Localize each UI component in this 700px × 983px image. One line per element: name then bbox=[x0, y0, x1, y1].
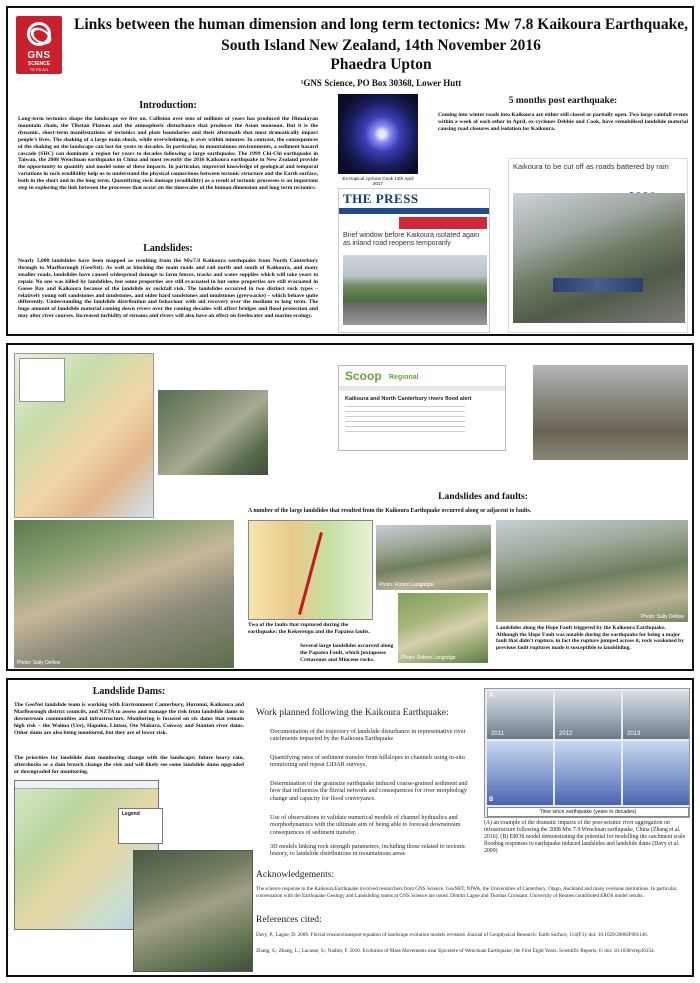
poster-author: Phaedra Upton bbox=[330, 56, 432, 73]
coastal-landslide-photo bbox=[14, 520, 234, 668]
introduction-heading: Introduction: bbox=[139, 100, 197, 111]
fault-trace-line bbox=[298, 532, 323, 615]
kaikoura-coast-road-photo bbox=[513, 193, 685, 323]
landslides-text: Nearly 5,000 landslides have been mapped as resulting from the Mw7.8 Kaikoura earthquake from North Canterbury through to Marlborough (GeoNet). As well as blocking the main roads and rail north and south of Kaikoura, and many smaller roads, landslides have caused widespread damage to farm fences, tracks and water supplies which will take years to repair. No one was killed by landslides, but some properties are still evacuated in but some properties are still evacuated in Goose Bay and Kaikoura because of the landslide or rockfall risk. The landslides occurred in two distinct rock types – relatively young soft sandstones and mudstones, and older hard sandstones and mudstones (greywacke) – which behave quite differently. Understanding the landslide distribution and behaviour with aid recovery over the medium to long term. The huge amount of landslide material coming down rivers over the coming decades will affect bridges and flood protection and may alter river courses. Increased turbidity of streams and rivers will also have an effect on freshwater and marine ecology. bbox=[18, 258, 318, 320]
eros-model-3 bbox=[623, 741, 689, 805]
logo-brand: GNS bbox=[27, 50, 51, 61]
press-road-photo bbox=[343, 255, 487, 325]
work-item-4: Use of observations to validate numerical models of channel hydraulics and morphodynamics with the ultimate aim of being able to forecast downstream consequences of sediment transfer. bbox=[270, 814, 461, 836]
photo-credit-langridge-2: Photo: Robert Langridge bbox=[401, 655, 456, 661]
stranded-rail-wagons bbox=[553, 278, 643, 292]
scoop-article bbox=[338, 365, 506, 451]
work-item-5: 3D models linking rock strength parameters, including those related to tectonic history, to landslide distributions in mountainous areas bbox=[270, 843, 466, 858]
press-article bbox=[338, 188, 490, 333]
poster-title: Links between the human dimension and long term tectonics: Mw 7.8 Kaikoura Earthquake, South Island New Zealand, 14th November 2016 bbox=[73, 16, 688, 54]
press-nav-bar bbox=[339, 208, 489, 214]
landslide-dam-aerial-photo bbox=[133, 850, 253, 972]
caption-faults: Two of the faults that ruptured during the earthquake; the Kekerengu and the Papatea faults. bbox=[248, 622, 370, 635]
eros-model-1 bbox=[487, 741, 553, 805]
poster-affiliation: ¹GNS Science, PO Box 30368, Lower Hutt bbox=[300, 78, 462, 88]
year-2013: 2013 bbox=[627, 731, 641, 737]
wenchuan-caption: (A) an example of the dramatic impacts of the post-seismic river aggregation on infrastructure following the 2008 Mw 7.9 Wenchuan earthquake, China (Zhang et al. 2016). (B) EROS model demonstrating the potential for modelling the catchment scale flooding responses to earthquake induced landslides and landslide dams (Davy et al. 2009) bbox=[484, 820, 686, 854]
press-masthead: THE PRESS bbox=[343, 191, 419, 206]
gns-logo-icon bbox=[27, 22, 51, 46]
dam-legend bbox=[118, 808, 163, 844]
introduction-text: Long-term tectonics shape the landscape we live on. Collision over tens of millions of years has produced the Himalayan mountain chain, the Tibetan Plateau and the atmospheric disturbance that produces the Asian monsoon. But it is the dynamic, short-term manifestations of tectonics and plate boundaries and their aftermath that most dramatically impact people's lives. The shaking of a large main shock, while overwhelming, is over within minutes. In contrast, the consequences of the shaking on the landscape can last for years to decades. In particular, in mountainous environments, a sediment hazard cascade (SHC) can dominate a region for years to decades following a large earthquake. The 1999 Chi-Chi earthquake in Taiwan, the 2008 Wenchuan earthquake in China and most recently the 2016 Kaikoura earthquake in New Zealand provide the opportunity to quantify and model some of these impacts. In particular, improved knowledge of geological and temporal variations in rock erodibility help us to understand the physical connections between tectonic structure and the Earth surface, both in the short and in the long term. Quantifying rock damage (erodibility) as a result of tectonic processes is an important step in exploring the link between the processes that occur on the timescales of the human dimension and long term tectonics. bbox=[18, 116, 318, 192]
panel-a-label: A bbox=[489, 693, 494, 699]
papatea-landslide-photo-1 bbox=[376, 525, 491, 590]
papatea-landslide-photo-2 bbox=[398, 593, 488, 663]
landslide-dams-heading: Landslide Dams: bbox=[92, 686, 166, 697]
landslides-faults-subheading: A number of the large landslides that resulted from the Kaikoura Earthquake occurred along or adjacent to faults. bbox=[248, 508, 532, 514]
work-item-1: Documentation of the trajectory of landslide disturbance in representative river catchments impacted by the Kaikoura Earthquake bbox=[270, 728, 466, 743]
reference-2: Zhang, S.; Zhang, L.; Lacasse, S.; Nadim, F. 2016. Evolution of Mass Movements near Epicentre of Wenchuan Earthquake, the First Eight Years. Scientific Reports, 6: doi: 10.1038/srep36154. bbox=[256, 948, 655, 954]
work-planned-heading: Work planned following the Kaikoura Earthquake: bbox=[256, 708, 449, 718]
gns-logo bbox=[16, 16, 62, 74]
cyclone-caption: Ex-tropical cyclone Cook 13th April 2017 bbox=[342, 176, 414, 186]
dam-legend-title: Legend bbox=[122, 811, 140, 817]
cyclone-satellite-image bbox=[338, 94, 418, 174]
panel-middle bbox=[6, 343, 694, 671]
acknowledgements-heading: Acknowledgements: bbox=[256, 870, 335, 880]
landslides-heading: Landslides: bbox=[143, 243, 193, 254]
landslide-distribution-map bbox=[14, 353, 154, 518]
acknowledgements-text: The science response to the Kaikoura Earthquake involved researchers from GNS Science, GeoNET, NIWA, the Universities of Canterbury, Otago, Auckland and many overseas institutions. In particular, conversation with the Earthquake Geology and Landsliding teams at GNS Science are noted. Dimitri Lague and Thomas Croissant, University of Rennes contributed EROS model results. bbox=[256, 886, 678, 899]
wenchuan-photo-2012 bbox=[555, 691, 621, 739]
press-headline: Brief window before Kaikoura isolated again as inland road reopens temporarily bbox=[343, 232, 480, 247]
kaikoura-article-headline: Kaikoura to be cut off as roads battered by rain bbox=[513, 162, 669, 171]
year-2011: 2011 bbox=[491, 731, 504, 737]
panel-b-label: B bbox=[489, 797, 494, 803]
logo-brand2: SCIENCE bbox=[27, 61, 51, 67]
references-heading: References cited: bbox=[256, 915, 322, 925]
five-months-heading: 5 months post earthquake: bbox=[508, 96, 618, 106]
wenchuan-photo-2011 bbox=[487, 691, 553, 739]
work-item-2: Quantifying rates of sediment transfer from hillslopes to channels using in-situ monitoring and repeat LiDAR surveys. bbox=[270, 754, 465, 769]
kaikoura-article bbox=[508, 158, 688, 333]
panel-top bbox=[6, 6, 694, 336]
fault-rupture-map bbox=[248, 520, 373, 620]
hope-fault-landslide-photo bbox=[496, 520, 688, 622]
time-axis-label: Time since earthquake (years to decades) bbox=[487, 807, 689, 817]
photo-credit-dellow-1: Photo: Sally Dellow bbox=[17, 660, 61, 666]
panel-bottom bbox=[6, 678, 694, 977]
map-legend bbox=[19, 358, 65, 402]
scoop-headline: Kaikoura and North Canterbury rivers flood alert bbox=[345, 396, 472, 402]
press-banner bbox=[399, 217, 487, 229]
photo-credit-langridge-1: Photo: Robert Langridge bbox=[379, 582, 434, 588]
landslide-dams-text-2: The priorities for landslide dam monitoring change with the landscape; future heavy rain, aftershocks or a dam breach change the risk and will likely see some landslide dams upgraded or downgraded for monitoring. bbox=[14, 755, 244, 775]
landslides-faults-heading: Landslides and faults: bbox=[438, 492, 528, 502]
caption-papatea: Several large landslides occurred along the Papatea Fault, which juxtaposes Cretaceous and Miocene rocks. bbox=[300, 643, 394, 663]
map-toolbar bbox=[15, 781, 158, 789]
eros-model-2 bbox=[555, 741, 621, 805]
caption-hope-fault: Landslides along the Hope Fault triggered by the Kaikoura Earthquake. Although the Hope Fault was notable during the earthquake for being a major fault that didn't rupture, in fact the rupture jumped across it, rock weakened by previous fault ruptures made it susceptible to landsliding. bbox=[496, 625, 684, 651]
logo-tagline: TE PŪ AO bbox=[29, 67, 49, 72]
wenchuan-photo-2013 bbox=[623, 691, 689, 739]
five-months-text: Coming into winter roads into Kaikoura are either still closed or partially open. Two large rainfall events within a week of each other in April, ex-cyclones Debbie and Cook, have remobilised landslide material causing road closures and isolation for Kaikoura. bbox=[438, 112, 688, 132]
scoop-region: Regional bbox=[389, 374, 419, 381]
wenchuan-figure bbox=[484, 688, 690, 818]
road-repair-photo bbox=[533, 365, 688, 460]
scoop-logo: Scoop bbox=[345, 369, 382, 383]
work-item-3: Determination of the grainsize earthquake induced coarse-grained sediment and how that influences the fluvial network and consequences for river morphology change and capacity for flood conveyance. bbox=[270, 780, 468, 802]
photo-credit-dellow-2: Photo: Sally Dellow bbox=[640, 614, 684, 620]
landslide-dams-text-1: The GeoNet landslide team is working with Environment Canterbury, Hurunui, Kaikoura and Marlborough district councils, and NZTA to assess and manage the risk from landslide dams to downstream communities and infrastructure. Monitoring is focused on six dams that remain high risk – the Waima (Ure), Hapuku, Linton, Ote Makura, Conway and Stanton river dams. Other dams are also being monitored, but they are of lower risk. bbox=[14, 702, 244, 736]
reference-1: Davy, P., Lague, D. 2009. Fluvial erosion/transport equation of landscape evolution models revisited. Journal of Geophysical Research: Earth Surface, 114(F3): doi: 10.1029/2008JF001146. bbox=[256, 932, 649, 938]
year-2012: 2012 bbox=[559, 731, 573, 737]
share-icons bbox=[629, 184, 685, 190]
aerial-landslide-photo bbox=[158, 390, 268, 475]
scoop-article-text bbox=[345, 406, 465, 434]
scoop-nav-bar bbox=[339, 386, 505, 391]
